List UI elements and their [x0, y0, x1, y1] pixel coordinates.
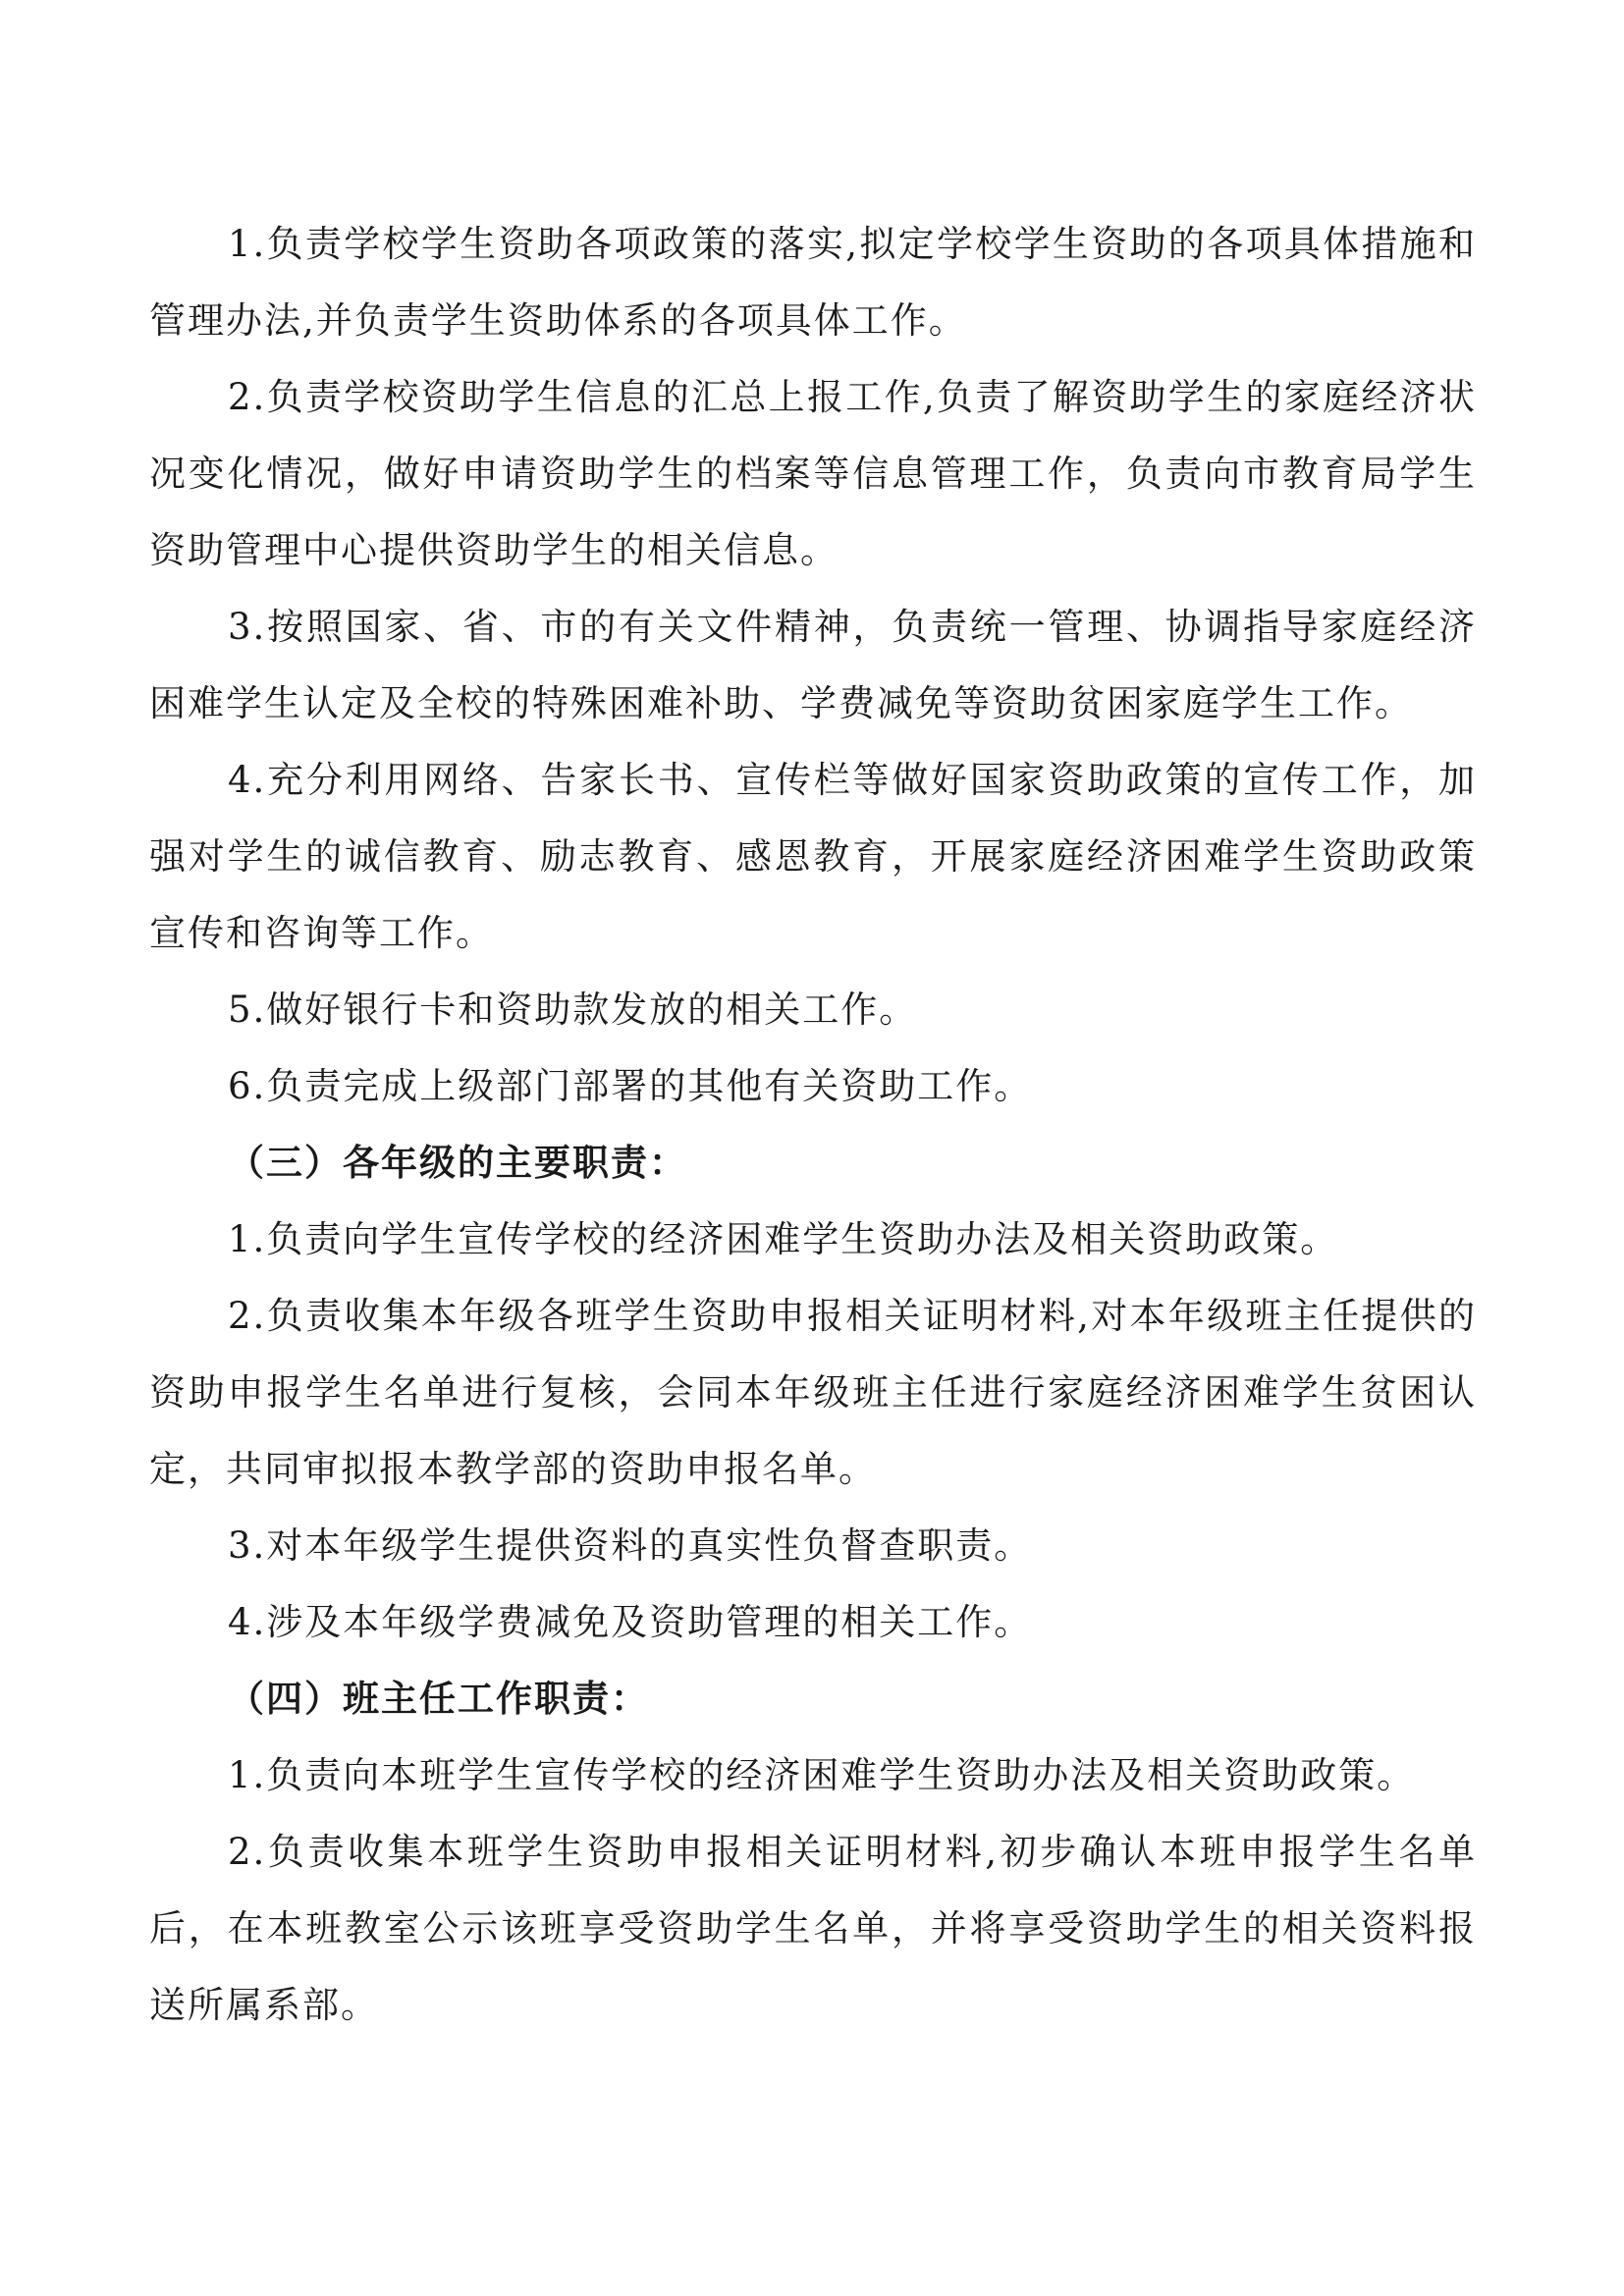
document-body	[149, 206, 1477, 2044]
paragraph-s3-item-3: 3.对本年级学生提供资料的真实性负督查职责。	[228, 1524, 1033, 1567]
section-heading-grade-duties: （三）各年级的主要职责：	[228, 1142, 687, 1184]
paragraph-s2-item-6: 6.负责完成上级部门部署的其他有关资助工作。	[228, 1065, 1033, 1107]
section-heading-class-teacher-duties: （四）班主任工作职责：	[228, 1678, 649, 1720]
paragraph-s2-item-1: 1.负责学校学生资助各项政策的落实,拟定学校学生资助的各项具体措施和管理办法,并负责学生资助体系的各项具体工作。	[149, 223, 1477, 342]
paragraph-s2-item-5: 5.做好银行卡和资助款发放的相关工作。	[228, 988, 918, 1031]
paragraph-s2-item-2: 2.负责学校资助学生信息的汇总上报工作,负责了解资助学生的家庭经济状况变化情况，做好申请资助学生的档案等信息管理工作，负责向市教育局学生资助管理中心提供资助学生的相关信息。	[149, 376, 1477, 571]
paragraph-s3-item-1: 1.负责向学生宣传学校的经济困难学生资助办法及相关资助政策。	[228, 1218, 1339, 1260]
paragraph-s4-item-2: 2.负责收集本班学生资助申报相关证明材料,初步确认本班申报学生名单后，在本班教室公示该班享受资助学生名单，并将享受资助学生的相关资料报送所属系部。	[149, 1831, 1477, 2026]
paragraph-s3-item-2: 2.负责收集本年级各班学生资助申报相关证明材料,对本年级班主任提供的资助申报学生名单进行复核，会同本年级班主任进行家庭经济困难学生贫困认定，共同审拟报本教学部的资助申报名单。	[149, 1295, 1477, 1490]
paragraph-s3-item-4: 4.涉及本年级学费减免及资助管理的相关工作。	[228, 1601, 1033, 1643]
paragraph-s2-item-3: 3.按照国家、省、市的有关文件精神，负责统一管理、协调指导家庭经济困难学生认定及全校的特殊困难补助、学费减免等资助贫困家庭学生工作。	[149, 606, 1477, 724]
paragraph-s2-item-4: 4.充分利用网络、告家长书、宣传栏等做好国家资助政策的宣传工作，加强对学生的诚信教育、励志教育、感恩教育，开展家庭经济困难学生资助政策宣传和咨询等工作。	[149, 759, 1477, 954]
paragraph-s4-item-1: 1.负责向本班学生宣传学校的经济困难学生资助办法及相关资助政策。	[228, 1754, 1416, 1796]
